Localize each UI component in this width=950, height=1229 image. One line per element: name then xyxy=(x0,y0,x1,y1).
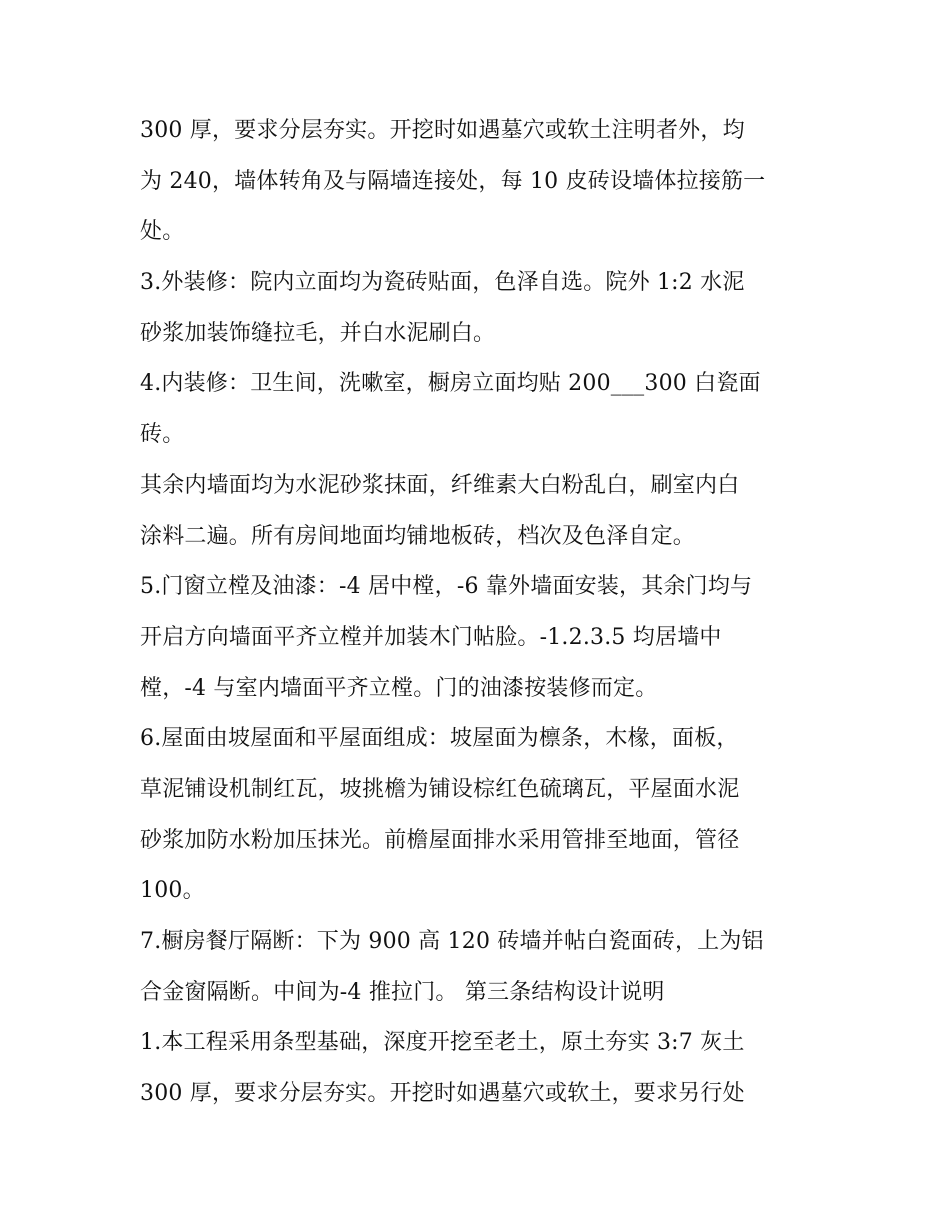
text-line: 6.屋面由坡屋面和平屋面组成：坡屋面为檩条，木椽，面板， xyxy=(140,726,739,752)
text-line: 300 厚，要求分层夯实。开挖时如遇墓穴或软土注明者外，均 xyxy=(140,118,745,143)
text-line: 砂浆加防水粉加压抹光。前檐屋面排水采用管排至地面，管径 xyxy=(140,827,740,853)
text-line: 7.橱房餐厅隔断：下为 900 高 120 砖墙并帖白瓷面砖，上为铝 xyxy=(140,929,764,954)
text-line: 100。 xyxy=(140,878,205,904)
text-line: 3.外装修：院内立面均为瓷砖贴面，色泽自选。院外 1:2 水泥 xyxy=(140,270,745,296)
text-line: 涂料二遍。所有房间地面均铺地板砖，档次及色泽自定。 xyxy=(140,523,696,549)
text-line: 4.内装修：卫生间，洗嗽室，橱房立面均贴 200___300 白瓷面 xyxy=(140,371,761,397)
text-line: 300 厚，要求分层夯实。开挖时如遇墓穴或软土，要求另行处 xyxy=(140,1081,745,1107)
text-line: 砖。 xyxy=(140,422,185,448)
text-line: 草泥铺设机制红瓦，坡挑檐为铺设棕红色硫璃瓦，平屋面水泥 xyxy=(140,776,740,802)
text-line: 樘，-4 与室内墙面平齐立樘。门的油漆按装修而定。 xyxy=(140,675,658,701)
body-text xyxy=(140,106,830,1120)
text-line: 开启方向墙面平齐立樘并加装木门帖脸。-1.2.3.5 均居墙中 xyxy=(140,624,722,650)
text-line: 为 240，墙体转角及与隔墙连接处，每 10 皮砖设墙体拉接筋一 xyxy=(140,168,766,194)
text-line: 其余内墙面均为水泥砂浆抹面，纤维素大白粉乱白，刷室内白 xyxy=(140,472,740,498)
text-line: 合金窗隔断。中间为-4 推拉门。 第三条结构设计说明 xyxy=(140,979,665,1005)
text-line: 砂浆加装饰缝拉毛，并白水泥刷白。 xyxy=(140,320,496,346)
text-line: 处。 xyxy=(140,219,185,245)
text-line: 5.门窗立樘及油漆：-4 居中樘，-6 靠外墙面安装，其余门均与 xyxy=(140,574,753,600)
text-line: 1.本工程采用条型基础，深度开挖至老土，原土夯实 3:7 灰土 xyxy=(140,1030,745,1056)
